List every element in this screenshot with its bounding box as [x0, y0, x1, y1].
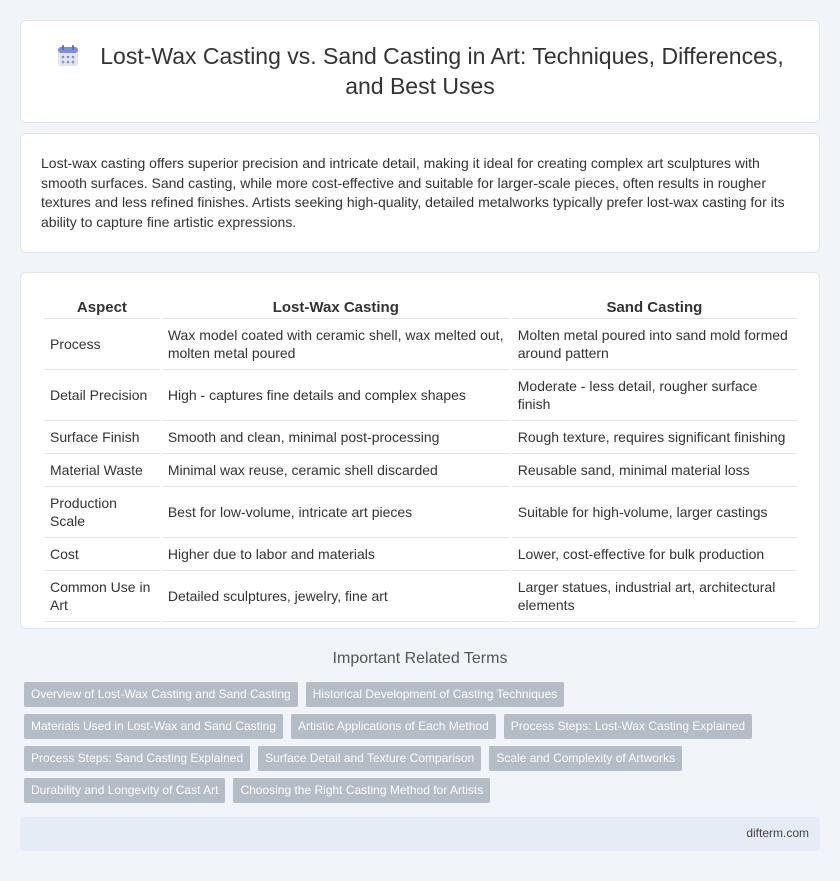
cell-sand: Reusable sand, minimal material loss — [512, 454, 797, 487]
header-aspect: Aspect — [44, 295, 160, 319]
comparison-card — [20, 272, 820, 629]
related-term-tag[interactable]: Artistic Applications of Each Method — [291, 714, 496, 739]
table-header-row — [44, 295, 797, 319]
table-row — [44, 454, 797, 487]
cell-lost-wax: Higher due to labor and materials — [162, 538, 510, 571]
title-card — [20, 20, 820, 123]
title-line-1: Lost-Wax Casting vs. Sand Casting in Art: Techniques, Differences, — [100, 43, 784, 69]
cell-sand: Moderate - less detail, rougher surface finish — [512, 370, 797, 421]
cell-aspect: Process — [44, 319, 160, 370]
cell-sand: Molten metal poured into sand mold formed around pattern — [512, 319, 797, 370]
table-row — [44, 538, 797, 571]
related-terms-heading: Important Related Terms — [332, 650, 508, 667]
title-line-2: and Best Uses — [345, 73, 495, 99]
summary-text: Lost-wax casting offers superior precision and intricate detail, making it ideal for creating complex art sculptures with smooth surfaces. Sand casting, while more cost-effective and suitable for larger-scale pieces, often results in rougher textures and less refined finishes. Artists seeking high-quality, detailed metalworks typically prefer lost-wax casting for its ability to capture fine artistic expressions. — [41, 155, 785, 230]
cell-aspect: Common Use in Art — [44, 571, 160, 622]
header-sand: Sand Casting — [512, 295, 797, 319]
cell-aspect: Cost — [44, 538, 160, 571]
page-title — [21, 41, 819, 101]
cell-aspect: Production Scale — [44, 487, 160, 538]
table-row — [44, 370, 797, 421]
summary-card — [20, 133, 820, 253]
cell-aspect: Detail Precision — [44, 370, 160, 421]
related-term-tag[interactable]: Overview of Lost-Wax Casting and Sand Casting — [24, 682, 298, 707]
cell-lost-wax: Smooth and clean, minimal post-processing — [162, 421, 510, 454]
cell-lost-wax: Best for low-volume, intricate art pieces — [162, 487, 510, 538]
footer-site-link[interactable]: difterm.com — [746, 826, 809, 840]
cell-lost-wax: High - captures fine details and complex shapes — [162, 370, 510, 421]
related-term-tag[interactable]: Durability and Longevity of Cast Art — [24, 778, 225, 803]
related-term-tag[interactable]: Surface Detail and Texture Comparison — [258, 746, 481, 771]
cell-lost-wax: Wax model coated with ceramic shell, wax melted out, molten metal poured — [162, 319, 510, 370]
calendar-icon — [56, 44, 80, 68]
header-lost-wax: Lost-Wax Casting — [162, 295, 510, 319]
related-term-tag[interactable]: Process Steps: Sand Casting Explained — [24, 746, 250, 771]
related-term-tag[interactable]: Choosing the Right Casting Method for Artists — [233, 778, 490, 803]
related-term-tag[interactable]: Process Steps: Lost-Wax Casting Explained — [504, 714, 752, 739]
cell-sand: Lower, cost-effective for bulk production — [512, 538, 797, 571]
table-row — [44, 487, 797, 538]
table-row — [44, 319, 797, 370]
cell-aspect: Surface Finish — [44, 421, 160, 454]
cell-sand: Suitable for high-volume, larger castings — [512, 487, 797, 538]
related-term-tag[interactable]: Scale and Complexity of Artworks — [489, 746, 682, 771]
related-term-tag[interactable]: Materials Used in Lost-Wax and Sand Casting — [24, 714, 283, 739]
related-term-tag[interactable]: Historical Development of Casting Techniques — [306, 682, 565, 707]
table-row — [44, 571, 797, 622]
cell-lost-wax: Detailed sculptures, jewelry, fine art — [162, 571, 510, 622]
related-terms-list — [24, 682, 824, 810]
cell-sand: Rough texture, requires significant finishing — [512, 421, 797, 454]
comparison-table — [42, 295, 799, 622]
cell-lost-wax: Minimal wax reuse, ceramic shell discarded — [162, 454, 510, 487]
cell-aspect: Material Waste — [44, 454, 160, 487]
table-row — [44, 421, 797, 454]
footer — [20, 817, 820, 851]
cell-sand: Larger statues, industrial art, architectural elements — [512, 571, 797, 622]
